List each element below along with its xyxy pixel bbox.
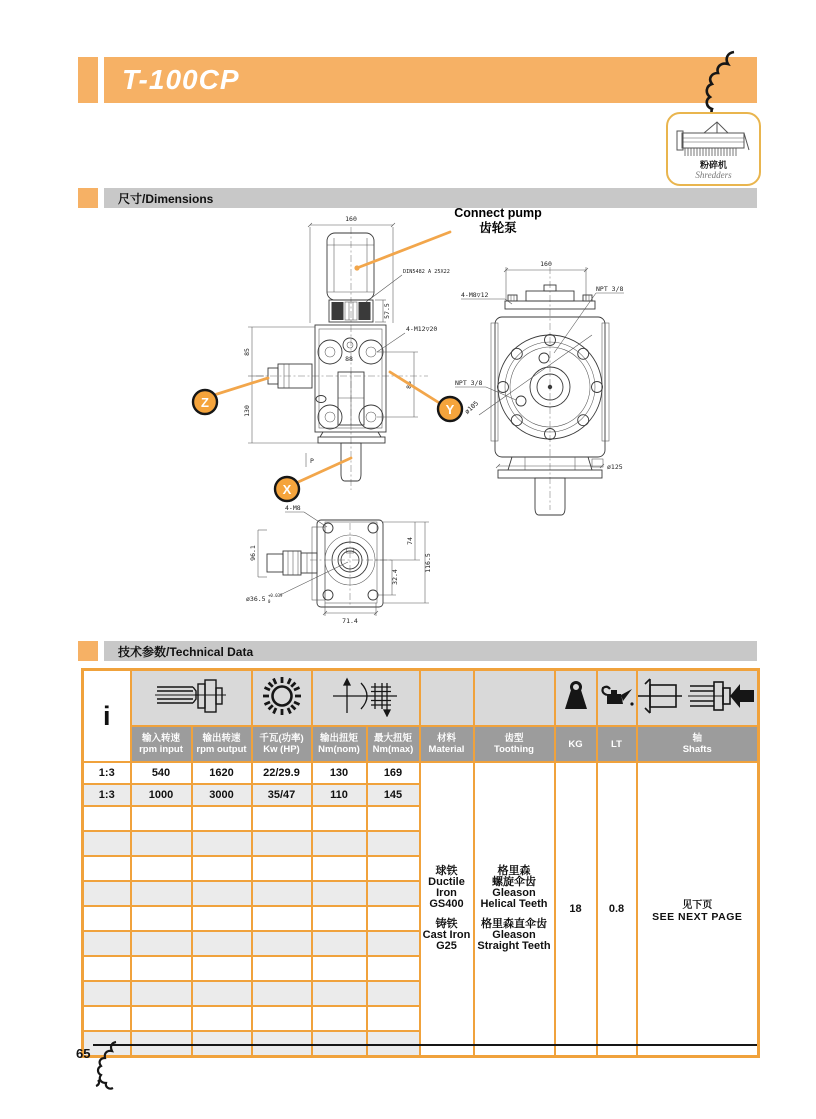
dimensions-drawing xyxy=(80,205,760,637)
connect-pump-annotation xyxy=(354,206,542,271)
label-bottom-bolts: 4-M8 xyxy=(285,504,301,512)
marker-z-letter: Z xyxy=(201,395,209,410)
torque-icon xyxy=(333,675,399,717)
cell-output: 3000 xyxy=(192,784,252,806)
shafts-icon-cell xyxy=(637,670,759,727)
category-badge xyxy=(666,112,761,186)
dim-tol-lo: 0 xyxy=(268,599,271,604)
page-title: T-100CP xyxy=(122,64,240,95)
front-view xyxy=(243,215,450,490)
input-output-speed-icon xyxy=(155,677,227,715)
shredder-icon xyxy=(674,119,754,159)
dim-front-width: 160 xyxy=(345,215,357,223)
cell-shafts-note: 见下页 SEE NEXT PAGE xyxy=(637,762,759,1057)
cell-material: 球铁 Ductile Iron GS400 铸铁 Cast Iron G25 xyxy=(420,762,474,1057)
title-accent-square xyxy=(78,57,98,103)
cell-nm-max: 145 xyxy=(367,784,420,806)
gear-footer-icon xyxy=(92,1040,130,1092)
section-title-technical: 技术参数/Technical Data xyxy=(118,644,254,659)
footer-rule xyxy=(93,1044,757,1046)
power-icon-cell xyxy=(252,670,312,727)
marker-y xyxy=(390,372,462,421)
cell-kw: 22/29.9 xyxy=(252,762,312,784)
cell-kw: 35/47 xyxy=(252,784,312,806)
dim-shaft-to-bottom: 130 xyxy=(243,405,251,417)
ratio-header-label: i xyxy=(102,700,111,731)
torque-icon-cell xyxy=(312,670,420,727)
dim-71-4: 71.4 xyxy=(342,617,358,625)
power-icon xyxy=(261,675,303,717)
bottom-view xyxy=(246,504,432,625)
cell-input: 540 xyxy=(131,762,192,784)
dim-dia-hole: ø36.5 xyxy=(246,595,266,603)
label-port-p: P xyxy=(310,457,314,465)
annotation-line1: Connect pump xyxy=(454,206,542,220)
cell-toothing: 格里森 螺旋伞齿 Gleason Helical Teeth 格里森直伞齿 Gleason Straight Teeth xyxy=(474,762,555,1057)
ratio-header-cell xyxy=(83,670,131,763)
header-toothing: 齿型 Toothing xyxy=(474,726,555,762)
dim-116-5: 116.5 xyxy=(424,553,432,573)
weight-icon-cell xyxy=(555,670,597,727)
dim-shaft-to-top: 85 xyxy=(243,348,251,356)
shafts-icon xyxy=(638,676,756,716)
section-title-dimensions: 尺寸/Dimensions xyxy=(118,191,214,206)
label-header-row xyxy=(83,726,759,762)
badge-label-en: Shredders xyxy=(695,170,732,180)
dim-bolt-span-v: 88 xyxy=(405,381,413,389)
label-dia-bolt-circle: ø105 xyxy=(463,399,481,416)
section-bar-technical xyxy=(104,641,757,661)
bottom-bolt-holes xyxy=(323,523,378,600)
header-kw: 千瓦(功率) Kw (HP) xyxy=(252,726,312,762)
dim-tol-hi: +0.039 xyxy=(268,593,283,598)
cell-nm-nom: 130 xyxy=(312,762,367,784)
label-npt-top: NPT 3/8 xyxy=(596,285,624,293)
header-lt: LT xyxy=(597,726,637,762)
gear-corner-icon xyxy=(698,50,762,114)
speed-icon-cell xyxy=(131,670,252,727)
section-accent-square-2 xyxy=(78,641,98,661)
title-bar xyxy=(104,57,757,103)
cell-ratio: 1:3 xyxy=(83,762,131,784)
data-row-1 xyxy=(83,762,759,784)
header-kg: KG xyxy=(555,726,597,762)
badge-label-zh: 粉碎机 xyxy=(699,160,727,170)
label-front-bolts: 4-M12▽20 xyxy=(406,325,438,333)
label-dia-flange: ø125 xyxy=(607,463,623,471)
cell-output: 1620 xyxy=(192,762,252,784)
icon-header-row xyxy=(83,670,759,727)
header-nm-max: 最大扭矩 Nm(max) xyxy=(367,726,420,762)
cell-ratio: 1:3 xyxy=(83,784,131,806)
header-material: 材料 Material xyxy=(420,726,474,762)
dim-32-4: 32.4 xyxy=(391,569,399,585)
front-bolt-bosses xyxy=(318,340,383,429)
cell-input: 1000 xyxy=(131,784,192,806)
label-pump-spline: DIN5482 A 25X22 xyxy=(403,269,450,275)
dim-74: 74 xyxy=(406,537,414,545)
material-icon-cell xyxy=(420,670,474,727)
annotation-line2: 齿轮泵 xyxy=(479,221,517,235)
oil-can-icon xyxy=(599,682,635,710)
dim-coupling-height: 57.5 xyxy=(383,303,391,319)
oil-icon-cell xyxy=(597,670,637,727)
technical-table xyxy=(81,668,760,1058)
marker-x-letter: X xyxy=(282,482,292,497)
cell-nm-nom: 110 xyxy=(312,784,367,806)
header-nm-nom: 输出扭矩 Nm(nom) xyxy=(312,726,367,762)
label-side-top-bolts: 4-M8▽12 xyxy=(461,291,489,299)
technical-table-wrap xyxy=(81,668,760,1058)
header-rpm-output: 输出转速 rpm output xyxy=(192,726,252,762)
weight-icon xyxy=(559,680,593,712)
marker-z xyxy=(193,378,268,414)
label-npt-left: NPT 3/8 xyxy=(455,379,483,387)
dim-bolt-span-h: 88 xyxy=(345,355,353,363)
cell-nm-max: 169 xyxy=(367,762,420,784)
page-number: 65 xyxy=(76,1046,91,1061)
header-shafts: 轴 Shafts xyxy=(637,726,759,762)
header-rpm-input: 输入转速 rpm input xyxy=(131,726,192,762)
dim-side-width: 160 xyxy=(540,260,552,268)
marker-y-letter: Y xyxy=(445,402,455,417)
table-body xyxy=(83,762,759,1057)
side-view xyxy=(455,260,624,515)
cell-kg: 18 xyxy=(555,762,597,1057)
toothing-icon-cell xyxy=(474,670,555,727)
cell-lt: 0.8 xyxy=(597,762,637,1057)
dim-96-1: 96.1 xyxy=(249,545,257,561)
